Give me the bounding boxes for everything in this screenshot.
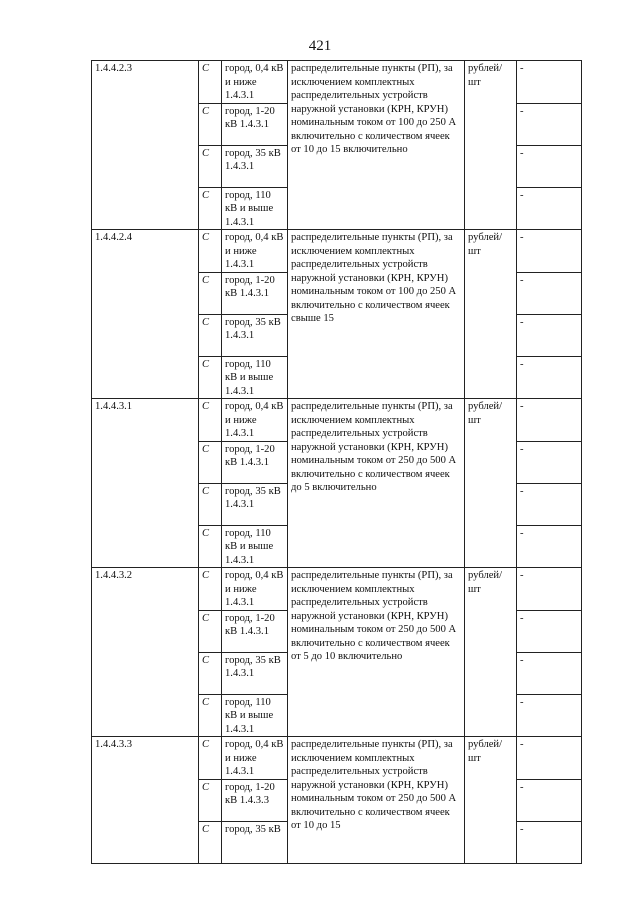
voltage-level: город, 0,4 кВ и ниже 1.4.3.1 — [222, 568, 288, 611]
voltage-level: город, 0,4 кВ и ниже 1.4.3.1 — [222, 399, 288, 442]
item-description: распределительные пункты (РП), за исключением комплектных распределительных устройств наружной установки (КРН, КРУН) номинальным током от 250 до 500 А включительно с количеством ячеек от 10 до 15 — [288, 737, 465, 864]
voltage-level: город, 0,4 кВ и ниже 1.4.3.1 — [222, 230, 288, 273]
rate-value: - — [517, 187, 582, 230]
item-description: распределительные пункты (РП), за исключением комплектных распределительных устройств наружной установки (КРН, КРУН) номинальным током от 250 до 500 А включительно с количеством ячеек от 5 до 10 включительно — [288, 568, 465, 737]
voltage-level: город, 110 кВ и выше 1.4.3.1 — [222, 525, 288, 568]
table-row — [92, 737, 582, 780]
rate-value: - — [517, 61, 582, 104]
voltage-level: город, 1-20 кВ 1.4.3.1 — [222, 103, 288, 145]
category-letter: С — [199, 314, 222, 356]
category-letter: С — [199, 610, 222, 652]
rate-value: - — [517, 525, 582, 568]
rate-value: - — [517, 272, 582, 314]
category-letter: С — [199, 145, 222, 187]
voltage-level: город, 110 кВ и выше 1.4.3.1 — [222, 187, 288, 230]
item-code: 1.4.4.3.3 — [92, 737, 199, 864]
category-letter: С — [199, 821, 222, 863]
table-row — [92, 568, 582, 611]
unit-of-measure: рублей/ шт — [465, 399, 517, 568]
voltage-level: город, 1-20 кВ 1.4.3.1 — [222, 272, 288, 314]
rate-value: - — [517, 779, 582, 821]
rate-value: - — [517, 399, 582, 442]
rate-value: - — [517, 103, 582, 145]
voltage-level: город, 35 кВ — [222, 821, 288, 863]
rate-value: - — [517, 356, 582, 399]
category-letter: С — [199, 356, 222, 399]
rate-value: - — [517, 821, 582, 863]
rate-value: - — [517, 441, 582, 483]
rate-value: - — [517, 314, 582, 356]
category-letter: С — [199, 525, 222, 568]
unit-of-measure: рублей/ шт — [465, 61, 517, 230]
voltage-level: город, 1-20 кВ 1.4.3.1 — [222, 610, 288, 652]
voltage-level: город, 1-20 кВ 1.4.3.3 — [222, 779, 288, 821]
voltage-level: город, 35 кВ 1.4.3.1 — [222, 652, 288, 694]
unit-of-measure: рублей/ шт — [465, 230, 517, 399]
rate-value: - — [517, 652, 582, 694]
voltage-level: город, 110 кВ и выше 1.4.3.1 — [222, 356, 288, 399]
category-letter: С — [199, 187, 222, 230]
item-code: 1.4.4.2.3 — [92, 61, 199, 230]
item-code: 1.4.4.2.4 — [92, 230, 199, 399]
category-letter: С — [199, 272, 222, 314]
voltage-level: город, 35 кВ 1.4.3.1 — [222, 314, 288, 356]
category-letter: С — [199, 61, 222, 104]
voltage-level: город, 0,4 кВ и ниже 1.4.3.1 — [222, 737, 288, 780]
unit-of-measure: рублей/ шт — [465, 737, 517, 864]
category-letter: С — [199, 399, 222, 442]
category-letter: С — [199, 230, 222, 273]
voltage-level: город, 110 кВ и выше 1.4.3.1 — [222, 694, 288, 737]
item-code: 1.4.4.3.2 — [92, 568, 199, 737]
rate-value: - — [517, 610, 582, 652]
item-description: распределительные пункты (РП), за исключением комплектных распределительных устройств наружной установки (КРН, КРУН) номинальным током от 100 до 250 А включительно с количеством ячеек свыше 15 — [288, 230, 465, 399]
category-letter: С — [199, 483, 222, 525]
rate-value: - — [517, 230, 582, 273]
tariff-table-body — [92, 61, 582, 864]
rate-value: - — [517, 483, 582, 525]
rate-value: - — [517, 694, 582, 737]
category-letter: С — [199, 694, 222, 737]
category-letter: С — [199, 568, 222, 611]
rate-value: - — [517, 145, 582, 187]
item-description: распределительные пункты (РП), за исключением комплектных распределительных устройств наружной установки (КРН, КРУН) номинальным током от 100 до 250 А включительно с количеством ячеек от 10 до 15 включительно — [288, 61, 465, 230]
table-row — [92, 230, 582, 273]
rate-value: - — [517, 737, 582, 780]
category-letter: С — [199, 737, 222, 780]
category-letter: С — [199, 103, 222, 145]
voltage-level: город, 1-20 кВ 1.4.3.1 — [222, 441, 288, 483]
unit-of-measure: рублей/ шт — [465, 568, 517, 737]
table-row — [92, 399, 582, 442]
category-letter: С — [199, 652, 222, 694]
category-letter: С — [199, 441, 222, 483]
voltage-level: город, 35 кВ 1.4.3.1 — [222, 145, 288, 187]
rate-value: - — [517, 568, 582, 611]
category-letter: С — [199, 779, 222, 821]
voltage-level: город, 35 кВ 1.4.3.1 — [222, 483, 288, 525]
page-number: 421 — [308, 38, 332, 54]
table-row — [92, 61, 582, 104]
item-description: распределительные пункты (РП), за исключением комплектных распределительных устройств наружной установки (КРН, КРУН) номинальным током от 250 до 500 А включительно с количеством ячеек до 5 включительно — [288, 399, 465, 568]
item-code: 1.4.4.3.1 — [92, 399, 199, 568]
tariff-table — [91, 60, 582, 864]
voltage-level: город, 0,4 кВ и ниже 1.4.3.1 — [222, 61, 288, 104]
